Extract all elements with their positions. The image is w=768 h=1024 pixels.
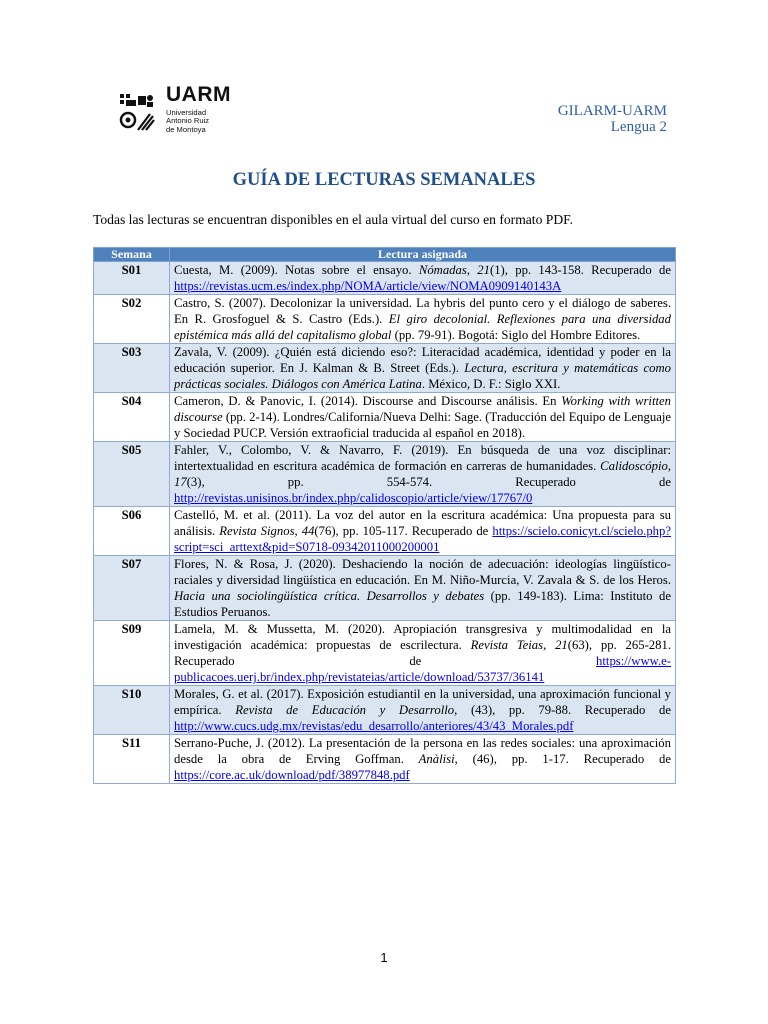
logo-subtitle-line: Antonio Ruiz — [166, 116, 210, 126]
reference-link[interactable]: https://www.e-publicacoes.uerj.br/index.php/revistateias/article/download/53737/36141 — [174, 654, 671, 684]
reference-italic-text: Nómadas — [418, 263, 467, 277]
week-cell: S11 — [94, 735, 170, 784]
reference-text: Castelló, M. et al. (2011). La voz del autor en la escritura académica: Una propuesta para su análisis. — [174, 508, 671, 538]
readings-table — [93, 247, 676, 784]
intro-paragraph: Todas las lecturas se encuentran disponibles en el aula virtual del curso en formato PDF. — [93, 212, 574, 227]
reference-text: Serrano-Puche, J. (2012). La presentación de la persona en las redes sociales: una aproximación desde la obra de Erving Goffman. — [174, 736, 671, 766]
week-cell: S10 — [94, 686, 170, 735]
reading-cell — [170, 393, 676, 442]
logo-brand: UARM — [166, 83, 231, 106]
reading-cell — [170, 262, 676, 295]
week-cell: S05 — [94, 442, 170, 507]
reference-italic-text: Revista de Educación y Desarrollo — [235, 703, 455, 717]
university-crest-icon — [104, 84, 162, 144]
course-name: Lengua 2 — [610, 119, 667, 135]
reference-text: Cuesta, M. (2009). Notas sobre el ensayo. — [174, 263, 419, 277]
reference-italic-text: Hacia una sociolingüística crítica. Desarrollos y debates — [174, 589, 485, 603]
table-row — [94, 621, 676, 686]
reference-italic-text: Revista Signos — [219, 524, 295, 538]
reference-text: Castro, S. (2007). Decolonizar la universidad. La hybris del punto cero y el diálogo de saberes. En R. Grosfoguel & S. Castro (Eds.). — [174, 296, 671, 326]
reference-text: . México, D. F.: Siglo XXI. — [421, 377, 561, 391]
reference-text: Zavala, V. (2009). ¿Quién está diciendo eso?: Literacidad académica, identidad y poder en la educación superior. En J. Kalman & B. Street (Eds.). — [174, 345, 671, 375]
reading-cell — [170, 556, 676, 621]
reference-text: , — [294, 524, 302, 538]
reference-text: (pp. 79-91). Bogotá: Siglo del Hombre Editores. — [391, 328, 641, 342]
table-header-row — [94, 248, 676, 262]
week-cell: S02 — [94, 295, 170, 344]
reference-italic-text: 21 — [555, 638, 568, 652]
week-cell: S03 — [94, 344, 170, 393]
reference-text: Fahler, V., Colombo, V. & Navarro, F. (2019). En búsqueda de una voz disciplinar: intertextualidad en escritura académica de formación en carreras de humanidades. — [174, 443, 671, 473]
logo-subtitle-line: Universidad — [166, 108, 207, 117]
reference-italic-text: 21 — [477, 263, 490, 277]
reference-italic-text: 17 — [174, 475, 187, 489]
reference-link[interactable]: http://revistas.unisinos.br/index.php/calidoscopio/article/view/17767/0 — [174, 491, 533, 505]
reference-text: (1), pp. 143-158. Recuperado de — [489, 263, 671, 277]
reference-link[interactable]: https://revistas.ucm.es/index.php/NOMA/article/view/NOMA0909140143A — [174, 279, 562, 293]
reference-italic-text: Working with written discourse — [174, 394, 671, 424]
reading-cell — [170, 295, 676, 344]
page-number: 1 — [380, 950, 388, 965]
reference-text: (63), pp. 265-281. Recuperado de — [174, 638, 672, 668]
week-cell: S01 — [94, 262, 170, 295]
reading-cell — [170, 442, 676, 507]
reference-text: Cameron, D. & Panovic, I. (2014). Discourse and Discourse análisis. En — [174, 394, 562, 408]
week-cell: S06 — [94, 507, 170, 556]
reference-text: , (43), pp. 79-88. Recuperado de — [454, 703, 671, 717]
reference-text: Lamela, M. & Mussetta, M. (2020). Apropiación transgresiva y multimodalidad en la investigación académica: propuestas de escrilectura. — [174, 622, 671, 652]
table-row — [94, 556, 676, 621]
reference-italic-text: El giro decolonial. Reflexiones para una diversidad epistémica más allá del capitalismo global — [174, 312, 671, 342]
week-cell: S09 — [94, 621, 170, 686]
reference-link[interactable]: https://scielo.conicyt.cl/scielo.php?script=sci_arttext&pid=S0718-09342011000200001 — [174, 524, 672, 554]
table-row — [94, 295, 676, 344]
table-row — [94, 344, 676, 393]
table-row — [94, 735, 676, 784]
reference-italic-text: Calidoscópio — [600, 459, 668, 473]
column-header-reading: Lectura asignada — [170, 248, 676, 262]
reference-text: Morales, G. et al. (2017). Exposición estudiantil en la universidad, una aproximación funcional y empírica. — [174, 687, 671, 717]
table-row — [94, 686, 676, 735]
reference-text: (3), pp. 554-574. Recuperado de — [186, 475, 671, 489]
table-row — [94, 262, 676, 295]
reference-text: , — [466, 263, 478, 277]
reading-cell — [170, 735, 676, 784]
reference-text: , — [543, 638, 556, 652]
reference-italic-text: Revista Teias — [470, 638, 544, 652]
reference-italic-text: Lectura, escritura y matemáticas como prácticas sociales. Diálogos con América Latina — [174, 361, 672, 391]
uarm-logo — [104, 84, 234, 146]
week-cell: S07 — [94, 556, 170, 621]
reference-text: , (46), pp. 1-17. Recuperado de — [454, 752, 671, 766]
reference-italic-text: 44 — [301, 524, 315, 538]
table-row — [94, 393, 676, 442]
course-code: GILARM-UARM — [557, 103, 667, 119]
logo-subtitle-line: de Montoya — [166, 124, 206, 134]
course-label — [558, 103, 667, 135]
week-cell: S04 — [94, 393, 170, 442]
reference-link[interactable]: https://core.ac.uk/download/pdf/38977848.pdf — [174, 768, 410, 782]
reading-cell — [170, 686, 676, 735]
reference-text: (76), pp. 105-117. Recuperado de — [314, 524, 493, 538]
reference-text: Flores, N. & Rosa, J. (2020). Deshaciendo la noción de adecuación: ideologías lingüístico-raciales y diversidad lingüística en educación. En M. Niño-Murcia, V. Zavala & S. de los Heros. — [174, 557, 671, 587]
reading-cell — [170, 621, 676, 686]
reference-text: (pp. 149-183). Lima: Instituto de Estudios Peruanos. — [174, 589, 671, 619]
page-title: GUÍA DE LECTURAS SEMANALES — [232, 170, 536, 190]
reference-text: , — [667, 459, 671, 473]
table-row — [94, 442, 676, 507]
table-row — [94, 507, 676, 556]
reading-cell — [170, 344, 676, 393]
column-header-week: Semana — [94, 248, 170, 262]
reference-link[interactable]: http://www.cucs.udg.mx/revistas/edu_desarrollo/anteriores/43/43_Morales.pdf — [174, 719, 574, 733]
reference-italic-text: Anàlisi — [418, 752, 455, 766]
reading-cell — [170, 507, 676, 556]
reference-text: (pp. 2-14). Londres/California/Nueva Delhi: Sage. (Traducción del Equipo de Lenguaje y Sociedad PUCP. Versión extraoficial traducida al español en 2018). — [174, 410, 671, 440]
